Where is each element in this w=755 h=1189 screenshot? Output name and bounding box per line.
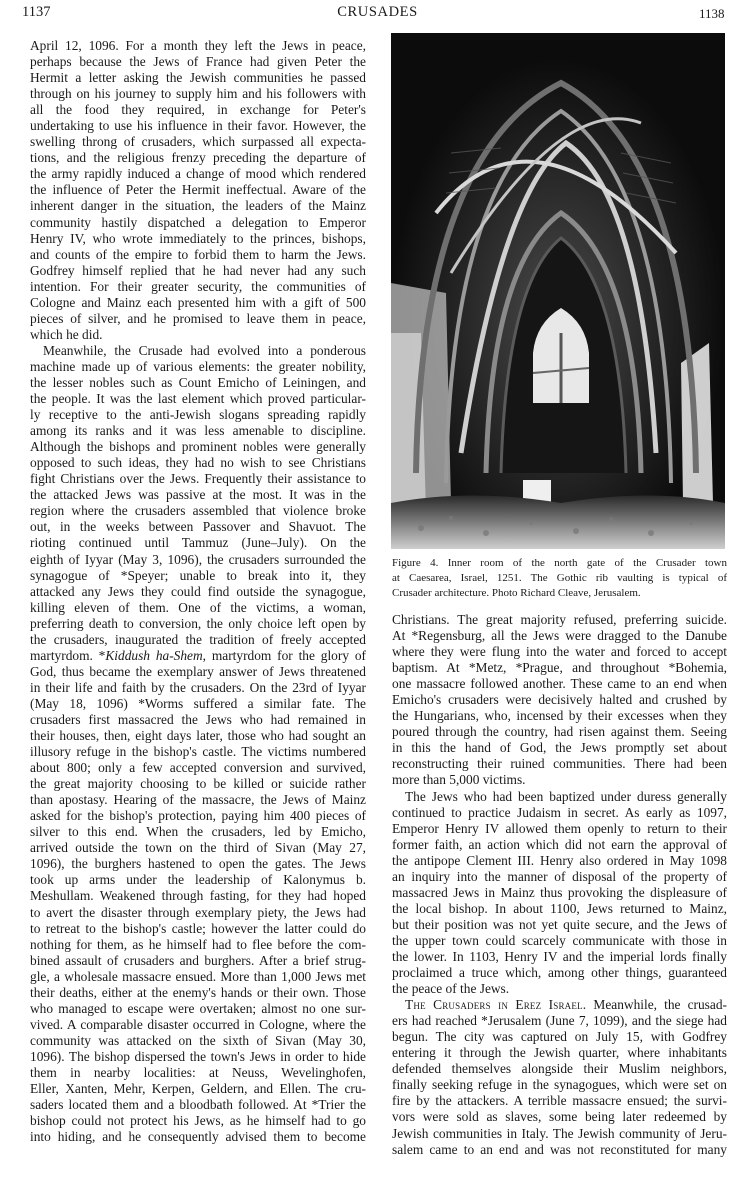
text-line: the peace of the Jews. — [392, 981, 510, 997]
text-line: where they were flung into the water and forced to accept — [392, 644, 727, 660]
vault-photo-illustration — [391, 33, 725, 549]
text-line: the people. It was the last element which proved particular- — [30, 391, 366, 407]
text-line: crusaders first massacred the Jews who had remained in — [30, 711, 366, 727]
text-line: rioting continued until Tammuz (June–July). On the — [30, 535, 366, 551]
text-line: finally seeking refuge in the synagogues, which were set on — [392, 1077, 727, 1093]
text-line: took up arms under the leadership of Kalonymus b. — [30, 872, 366, 888]
text-line: silver to this end. When the crusaders, led by Emicho, — [30, 824, 366, 840]
text-line: Although the bishops and prominent nobles were generally — [30, 439, 366, 455]
text-line: about 800; only a few accepted conversion and survived, — [30, 760, 366, 776]
text-line: God, thus became the exemplary answer of Jews threatened — [30, 663, 366, 679]
text-line: baptism. At *Metz, *Prague, and throughout *Bohemia, — [392, 660, 727, 676]
text-line: than apostasy. Hearing of the massacre, the Jews of Mainz — [30, 792, 366, 808]
text-line: Godfrey himself replied that he had never had any such — [30, 262, 366, 278]
right-column — [392, 612, 727, 1158]
page-number-right: 1138 — [699, 6, 725, 21]
text-line: who managed to escape were overtaken; almost no one sur- — [30, 1000, 366, 1016]
text-line: Eller, Xanten, Mehr, Kerpen, Geldern, and Ellen. The cru- — [30, 1081, 366, 1097]
text-line: Emicho's crusaders were decisively halted and crushed by — [392, 692, 727, 708]
text-line: perhaps because the Jews of France had given Peter the — [30, 54, 366, 70]
text-line: pieces of silver, and he promised to leave them in peace, — [30, 310, 366, 326]
text-line: entering it through the Jewish quarter, where inhabitants — [392, 1045, 727, 1061]
text-line: in their life and faith by the crusaders. On the 23rd of Iyyar — [30, 679, 366, 695]
text-line: the upper town could scarcely communicate with those in — [392, 932, 727, 948]
text-line: (May 18, 1096) *Worms suffered a similar fate. The — [30, 695, 366, 711]
text-line: begun. The city was captured on July 15, with Godfrey — [392, 1029, 727, 1045]
text-line: to retreat to the bishop's castle; however the latter could do — [30, 920, 366, 936]
text-line: bined assault of crusaders and burghers. After a brief strug- — [30, 952, 366, 968]
caption-line: Crusader architecture. Photo Richard Cleave, Jerusalem. — [392, 586, 641, 599]
text-line: the lower. In 1103, Henry IV and the imperial lords finally — [392, 948, 727, 964]
text-line: Hermit a letter asking the Jewish communities he passed — [30, 70, 366, 86]
text-line: machine made up of various elements: the greater nobility, — [30, 358, 366, 374]
text-line: Henry IV, who wrote immediately to the princes, bishops, — [30, 230, 366, 246]
text-fragment: , martyrdom for the glory of — [202, 647, 366, 663]
text-line: into hiding, and he consequently advised them to become — [30, 1129, 366, 1145]
section-heading: The Crusaders in Erez Israel. — [405, 997, 587, 1013]
text-line: fire by the attackers. A terrible massacre ensued; the survi- — [392, 1093, 727, 1109]
text-line: community was attacked on the sixth of Sivan (May 30, — [30, 1032, 366, 1048]
text-line: April 12, 1096. For a month they left the Jews in peace, — [30, 38, 366, 53]
text-line: among its ranks and it was less amenable to discipline. — [30, 423, 366, 439]
text-line: and counts of the empire to forbid them to harm the Jews. — [30, 246, 366, 262]
text-fragment: martyrdom. * — [30, 647, 106, 663]
page-number-left: 1137 — [22, 4, 51, 20]
text-line: gle, a wholesale massacre ensued. More than 1,000 Jews met — [30, 968, 366, 984]
text-line: At *Regensburg, all the Jews were dragged to the Danube — [392, 628, 727, 644]
running-header — [0, 4, 755, 26]
text-line: the influence of Peter the Hermit ineffectual. Aware of the — [30, 182, 366, 198]
text-line: the great majority choosing to be killed or suicide rather — [30, 776, 366, 792]
text-line: saders located them and a bloodbath followed. At *Trier the — [30, 1097, 366, 1113]
text-line: an inquiry into the manner of disposal of the property of — [392, 868, 727, 884]
section-heading-line — [392, 997, 727, 1013]
text-line: ly receptive to the anti-Jewish slogans spreading rapidly — [30, 407, 366, 423]
text-line: to avert the disaster through exemplary piety, the Jews had — [30, 904, 366, 920]
text-line: the attacked Jews was passive at the most. It was in the — [30, 487, 366, 503]
text-line: the local bishop. In about 1100, Jews returned to Mainz, — [392, 900, 727, 916]
text-line: bishop could not protect his Jews, as he himself had to go — [30, 1113, 366, 1129]
text-line: defended themselves alongside their Muslim neighbors, — [392, 1061, 727, 1077]
running-title: CRUSADES — [337, 4, 418, 20]
text-line: in this the hand of God, the Jews promptly set about — [392, 740, 727, 756]
caption-line: at Caesarea, Israel, 1251. The Gothic rib vaulting is typical of — [392, 571, 727, 584]
figure-photo-gothic-vault — [391, 33, 725, 549]
text-line: Christians. The great majority refused, preferring suicide. — [392, 612, 727, 627]
text-line: but their position was not yet quite secure, and the Jews of — [392, 916, 727, 932]
text-line: them in nearby localities: at Neuss, Wevelinghofen, — [30, 1065, 366, 1080]
text-line: reconstructing their ruined communities. There had been — [392, 756, 727, 772]
text-line: continued to practice Judaism in secret. As early as 1097, — [392, 804, 727, 820]
text-line: swelling throng of crusaders, which surpassed all expecta- — [30, 134, 366, 150]
text-line: Cologne and Mainz each presented him with a gift of 500 — [30, 294, 366, 310]
text-line: out, in the weeks between Passover and Shavuot. The — [30, 519, 366, 535]
text-line: proclaimed a truce which, among other things, guaranteed — [392, 965, 727, 981]
text-line: the lesser nobles such as Count Emicho of Leiningen, and — [30, 374, 366, 390]
text-fragment: Meanwhile, the crusad- — [586, 997, 727, 1013]
text-line: Emperor Henry IV allowed them openly to return to their — [392, 820, 727, 836]
text-line: synagogue of *Speyer; unable to break into it, they — [30, 567, 366, 583]
text-line: ers had reached *Jerusalem (June 7, 1099), and the siege had — [392, 1013, 727, 1029]
text-line: the army rapidly induced a change of mood which rendered — [30, 166, 366, 182]
text-line: killing eleven of them. One of the victims, a woman, — [30, 599, 366, 615]
text-line: through on his journey to supply him and his followers with — [30, 86, 366, 102]
text-line: undertaking to use his influence in their favor. However, the — [30, 118, 366, 134]
text-line: which he did. — [30, 326, 103, 342]
text-line: Jewish communities in Italy. The Jewish community of Jeru- — [392, 1125, 727, 1141]
text-line: the crusaders, inaugurated the tradition of freely accepted — [30, 631, 366, 647]
text-line: poured through the country, had risen against them. Seeing — [392, 724, 727, 740]
text-line: 1096), the burghers hastened to open the gates. The Jews — [30, 856, 366, 872]
text-line: nothing for them, as he himself had to flee before the com- — [30, 936, 366, 952]
text-line: all the food they required, in exchange for Peter's — [30, 102, 366, 118]
text-line: 1096). The bishop dispersed the town's Jews in order to hide — [30, 1048, 366, 1064]
paragraph-start-line: Meanwhile, the Crusade had evolved into a ponderous — [43, 342, 366, 358]
text-line: Meshullam. Weakened through fasting, for they had hoped — [30, 888, 366, 904]
text-line: intention. For their greater security, the communities of — [30, 278, 366, 294]
text-line: former faith, an action which did not earn the approval of — [392, 836, 727, 852]
text-line: the Hungarians, who, incensed by their excesses when they — [392, 708, 727, 724]
text-line: asked for the bishop's protection, paying him 400 pieces of — [30, 808, 366, 824]
text-line: vived. A comparable disaster occurred in Cologne, where the — [30, 1016, 366, 1032]
text-line: community hastily dispatched a delegation to Emperor — [30, 214, 366, 230]
text-line: tions, and the religious frenzy preceding the departure of — [30, 150, 366, 166]
italic-term: Kiddush ha-Shem — [105, 647, 203, 663]
text-line: region where the crusaders assembled that violence broke — [30, 503, 366, 519]
text-line: vors were sold as slaves, some being later redeemed by — [392, 1109, 727, 1125]
left-column — [30, 38, 366, 1145]
text-line: eighth of Iyyar (May 3, 1096), the crusaders surrounded the — [30, 551, 366, 567]
text-line: more than 5,000 victims. — [392, 772, 526, 788]
text-line: inherent danger in the situation, the leaders of the Mainz — [30, 198, 366, 214]
text-line: massacred Jews in Mainz thus provoking the displeasure of — [392, 884, 727, 900]
text-line: one massacre followed another. These came to an end when — [392, 676, 727, 692]
text-line: salem came to an end and was not reconstituted for many — [392, 1141, 727, 1157]
figure-caption — [392, 556, 727, 600]
text-line: the antipope Clement III. Henry also ordered in May 1098 — [392, 852, 727, 868]
text-line: their houses, then, eight days later, those who had sought an — [30, 728, 366, 744]
text-line: fight Christians over the Jews. Frequently their assistance to — [30, 471, 366, 487]
text-line: illusory refuge in the bishop's castle. The victims numbered — [30, 744, 366, 760]
text-line-with-italic-term — [30, 648, 366, 664]
text-line: attacked any Jews they could find outside the synagogue, — [30, 583, 366, 599]
paragraph-start-line: The Jews who had been baptized under duress generally — [405, 788, 727, 804]
text-line: preferring death to conversion, the only choice left open by — [30, 615, 366, 631]
text-line: opposed to such ideas, they had no wish to see Christians — [30, 455, 366, 471]
text-line: their deaths, either at the enemy's hands or their own. Those — [30, 984, 366, 1000]
caption-line: Figure 4. Inner room of the north gate of the Crusader town — [392, 557, 727, 569]
text-line: arrived outside the town on the third of Sivan (May 27, — [30, 840, 366, 856]
